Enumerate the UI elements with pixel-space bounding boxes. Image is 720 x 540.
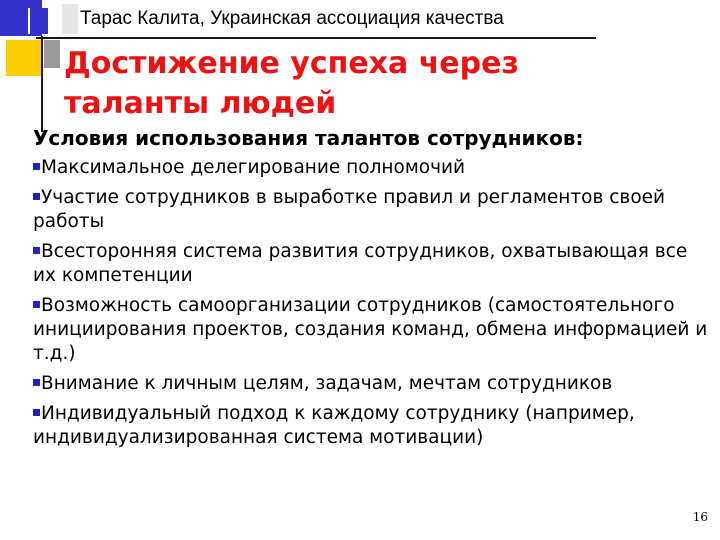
bullet-text: Индивидуальный подход к каждому сотруднику (например, индивидуализированная система мотивации): [33, 403, 635, 448]
bullet-text: Возможность самоорганизации сотрудников (самостоятельного инициирования проектов, создания команд, обмена информацией и т.д.): [33, 295, 708, 364]
bullet-text: Максимальное делегирование полномочий: [41, 157, 466, 178]
decor-blue-square-small: [28, 8, 48, 34]
bullet-list: [33, 156, 709, 450]
bullet-square-icon: [33, 193, 40, 200]
header-author: Тарас Калита, Украинская ассоциация качества: [80, 8, 504, 29]
bullet-square-icon: [33, 163, 40, 170]
decor-vertical-line: [41, 36, 43, 132]
slide-title: Достижение успеха через таланты людей: [64, 46, 519, 121]
slide-content: [33, 126, 709, 456]
decor-light-square: [62, 4, 78, 34]
bullet-item: [33, 156, 709, 180]
slide-subtitle: Условия использования талантов сотрудников:: [33, 126, 584, 150]
bullet-item: [33, 186, 709, 234]
bullet-square-icon: [33, 409, 40, 416]
bullet-square-icon: [33, 301, 40, 308]
decor-horizontal-line: [36, 37, 596, 39]
decor-yellow-square: [6, 40, 42, 76]
bullet-square-icon: [33, 247, 40, 254]
bullet-item: [33, 402, 709, 450]
bullet-text: Внимание к личным целям, задачам, мечтам сотрудников: [41, 373, 613, 394]
page-number: 16: [692, 510, 708, 524]
bullet-text: Участие сотрудников в выработке правил и регламентов своей работы: [33, 187, 666, 232]
bullet-item: [33, 240, 709, 288]
decor-gray-square: [44, 40, 60, 68]
bullet-text: Всесторонняя система развития сотрудников, охватывающая все их компетенции: [33, 241, 688, 286]
bullet-square-icon: [33, 379, 40, 386]
bullet-item: [33, 372, 709, 396]
bullet-item: [33, 294, 709, 366]
